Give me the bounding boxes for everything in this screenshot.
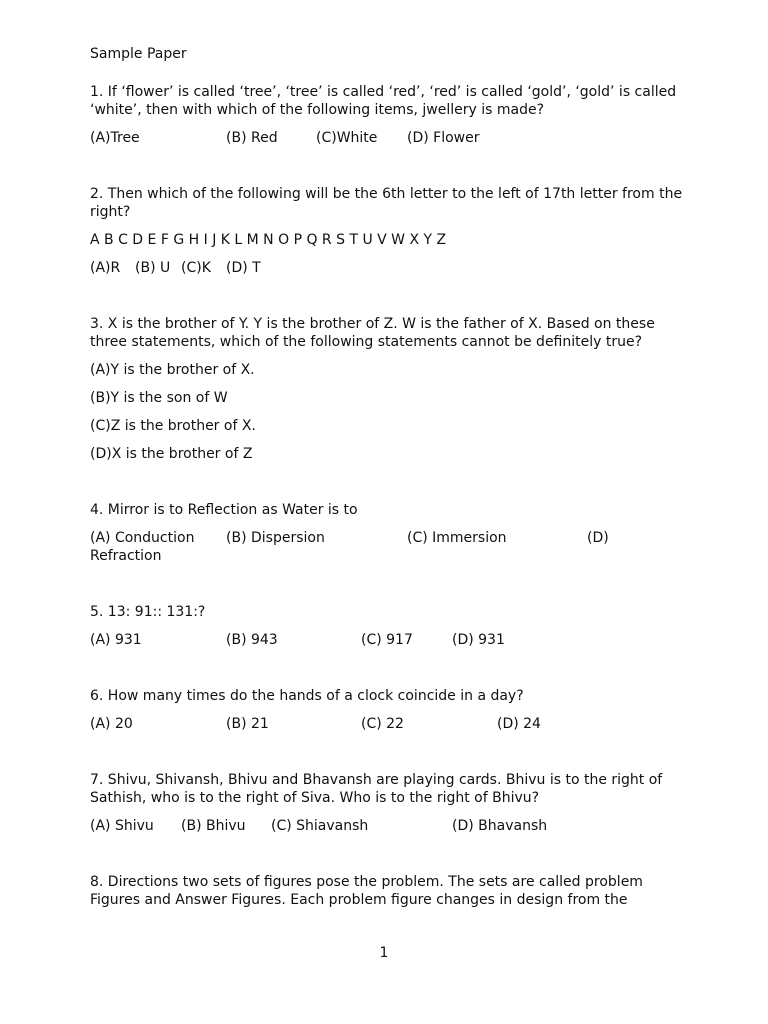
question-6-text: 6. How many times do the hands of a clock coincide in a day? xyxy=(90,688,524,704)
document-page xyxy=(90,45,690,919)
page-number: 1 xyxy=(379,945,389,961)
option-a: (A) 20 xyxy=(90,716,133,732)
question-4-options xyxy=(90,529,690,547)
option-b: (B) 943 xyxy=(226,632,278,648)
question-2-options xyxy=(90,259,690,277)
question-8-text: 8. Directions two sets of figures pose the problem. The sets are called problem Figures and Answer Figures. Each problem figure changes in design from the xyxy=(90,874,643,908)
question-7-options xyxy=(90,817,690,835)
option-b: (B) Red xyxy=(226,130,278,146)
question-2-text: 2. Then which of the following will be the 6th letter to the left of 17th letter from the right? xyxy=(90,186,683,220)
question-3-text: 3. X is the brother of Y. Y is the brother of Z. W is the father of X. Based on these three statements, which of the following statements cannot be definitely true? xyxy=(90,316,655,350)
option-c: (C)White xyxy=(316,130,378,146)
option-d: (D) Flower xyxy=(407,130,480,146)
question-5-text: 5. 13: 91:: 131:? xyxy=(90,604,206,620)
question-1-text: 1. If ‘flower’ is called ‘tree’, ‘tree’ is called ‘red’, ‘red’ is called ‘gold’, ‘gold’ is called ‘white’, then with which of the following items, jwellery is made? xyxy=(90,84,677,118)
option-d: (D)X is the brother of Z xyxy=(90,446,253,462)
option-a: (A)Y is the brother of X. xyxy=(90,362,255,378)
option-b: (B) Dispersion xyxy=(226,530,325,546)
question-6-options xyxy=(90,715,690,733)
option-d: (D) Bhavansh xyxy=(452,818,548,834)
option-d-continuation: Refraction xyxy=(90,548,162,564)
question-7-text: 7. Shivu, Shivansh, Bhivu and Bhavansh are playing cards. Bhivu is to the right of Sathish, who is to the right of Siva. Who is to the right of Bhivu? xyxy=(90,772,663,806)
option-a: (A)R xyxy=(90,260,121,276)
option-d: (D) xyxy=(587,530,609,546)
option-b: (B) Bhivu xyxy=(181,818,246,834)
option-b: (B) U xyxy=(135,260,171,276)
option-c: (C)K xyxy=(181,260,211,276)
question-4-text: 4. Mirror is to Reflection as Water is to xyxy=(90,502,358,518)
option-b: (B)Y is the son of W xyxy=(90,390,228,406)
option-a: (A)Tree xyxy=(90,130,140,146)
option-c: (C) 22 xyxy=(361,716,404,732)
option-d: (D) T xyxy=(226,260,261,276)
option-c: (C) Shiavansh xyxy=(271,818,369,834)
option-a: (A) 931 xyxy=(90,632,142,648)
option-d: (D) 24 xyxy=(497,716,541,732)
option-d: (D) 931 xyxy=(452,632,505,648)
option-a: (A) Shivu xyxy=(90,818,154,834)
option-c: (C) Immersion xyxy=(407,530,507,546)
option-c: (C)Z is the brother of X. xyxy=(90,418,256,434)
option-c: (C) 917 xyxy=(361,632,413,648)
option-a: (A) Conduction xyxy=(90,530,195,546)
alphabet-line: A B C D E F G H I J K L M N O P Q R S T U V W X Y Z xyxy=(90,232,447,248)
question-5-options xyxy=(90,631,690,649)
question-1-options xyxy=(90,129,690,147)
option-b: (B) 21 xyxy=(226,716,269,732)
page-title: Sample Paper xyxy=(90,46,187,62)
